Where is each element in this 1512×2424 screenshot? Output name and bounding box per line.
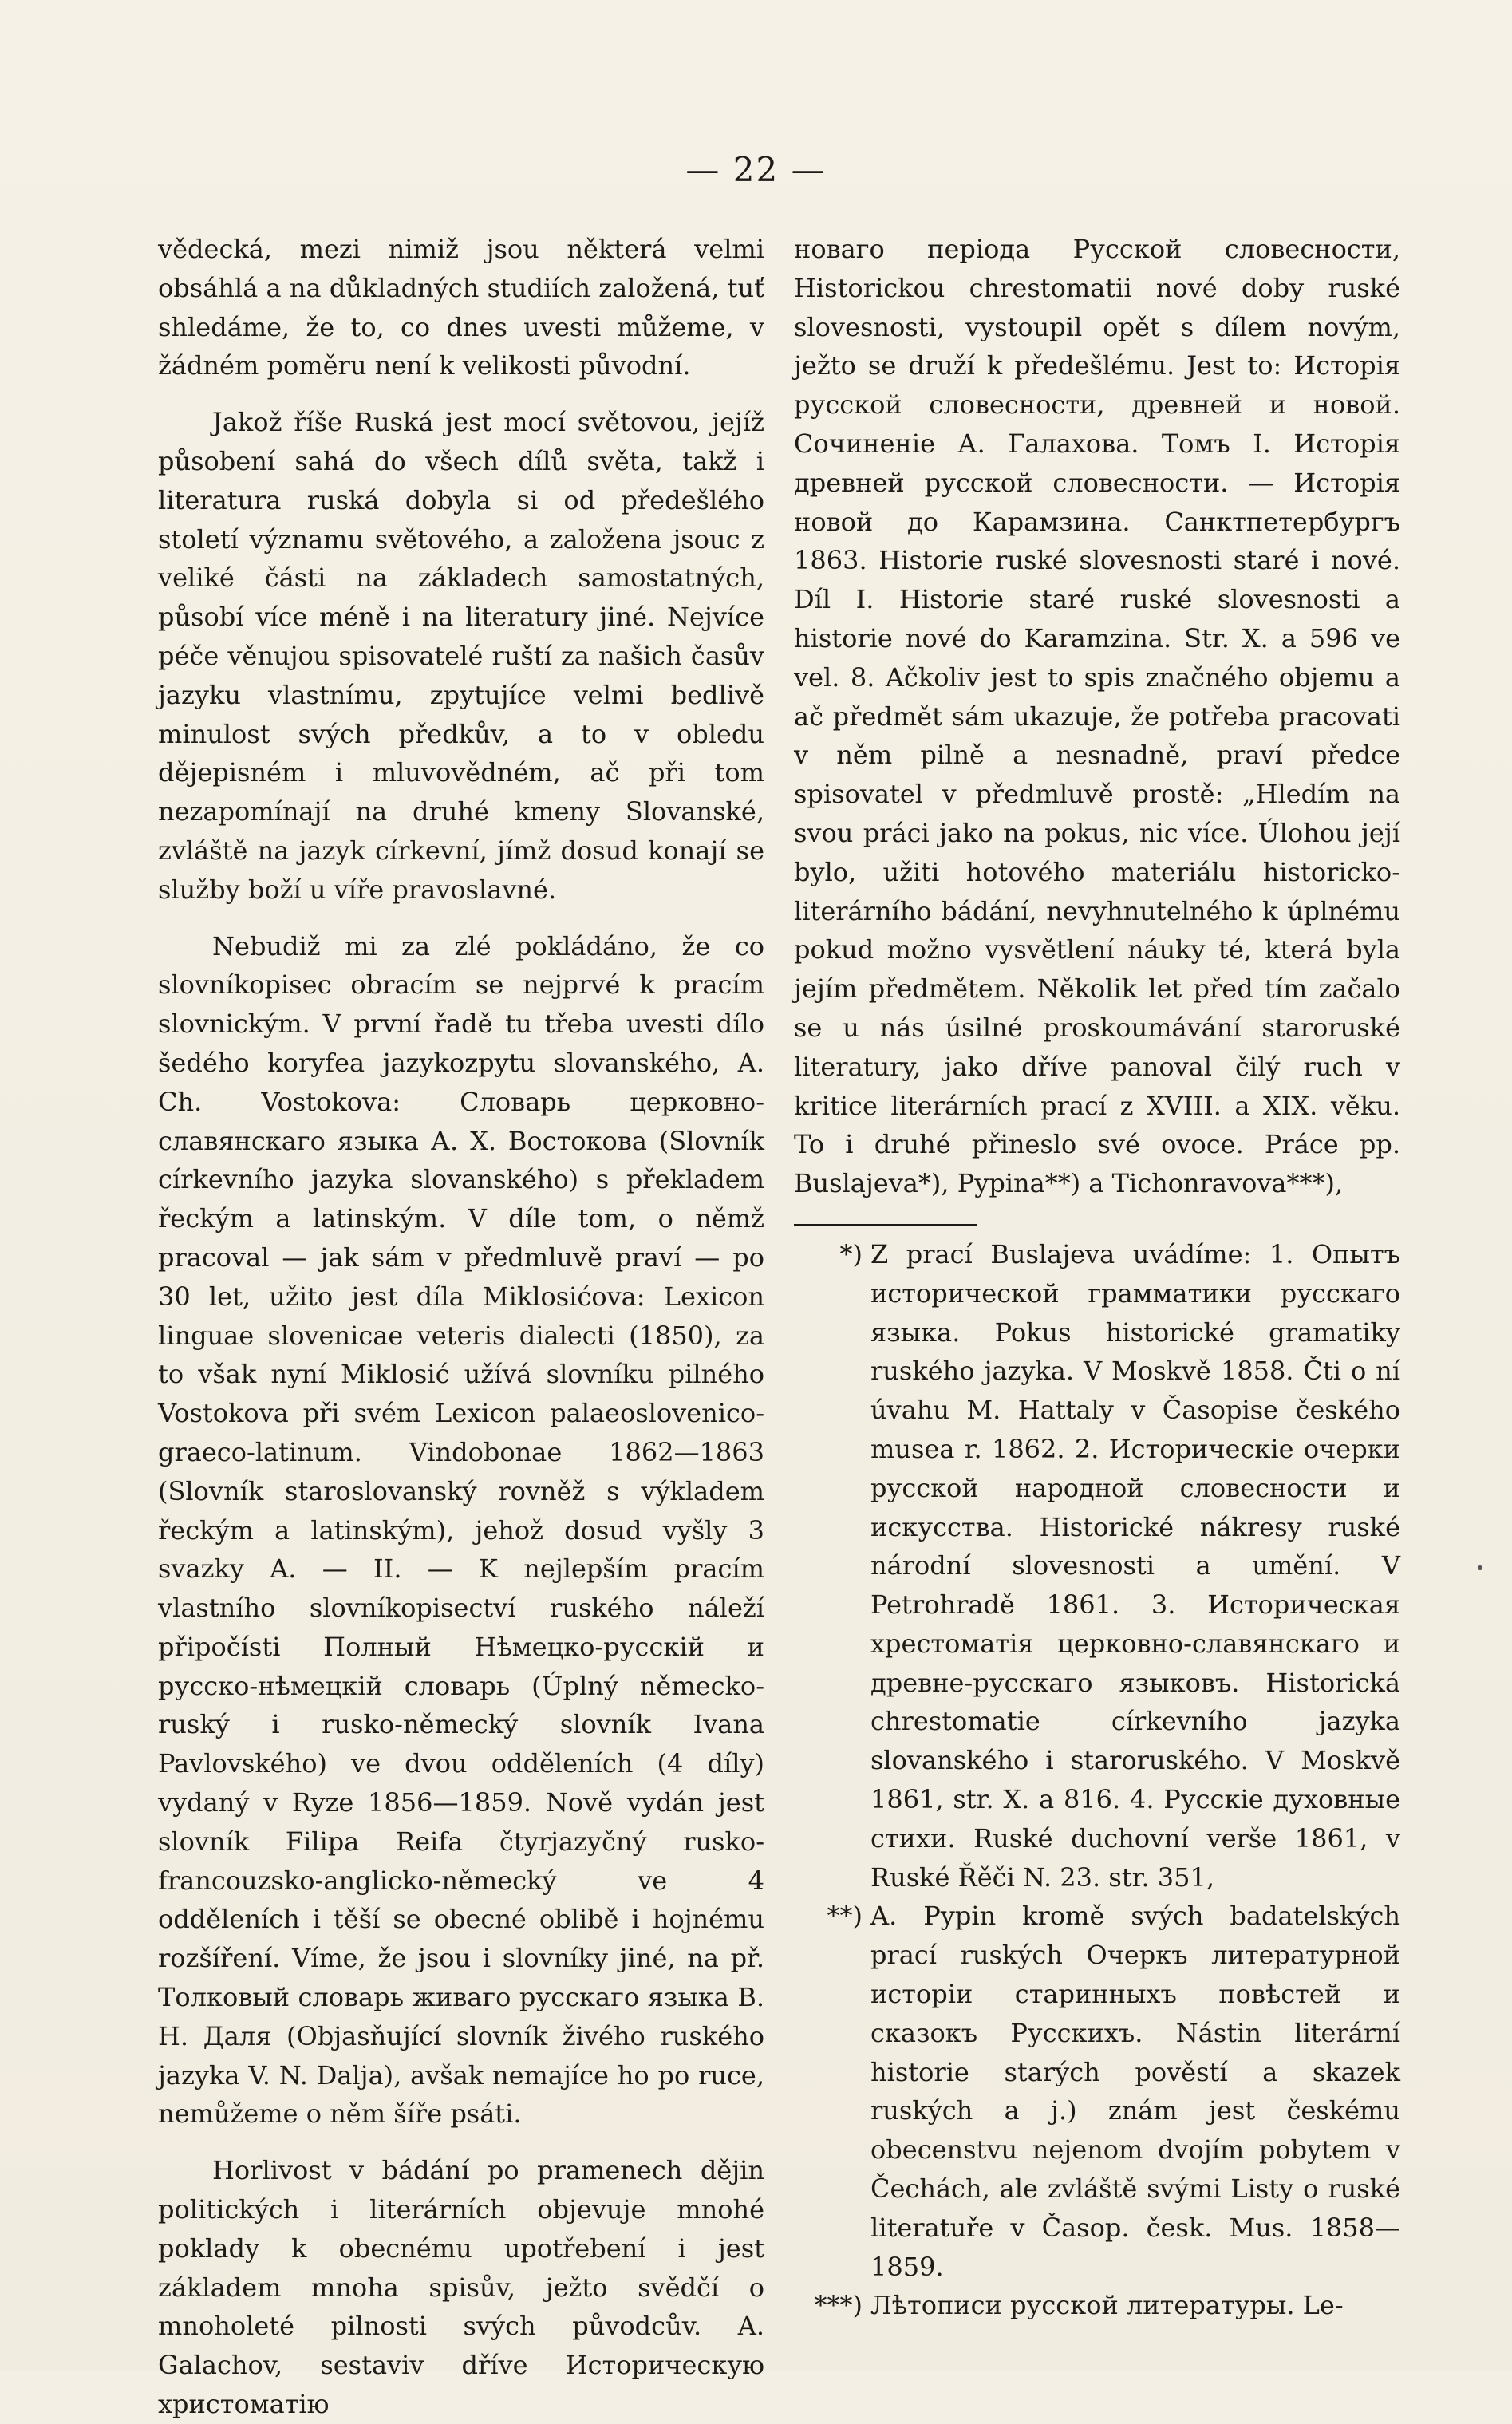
footnote-1-mark: *): [839, 1238, 863, 1269]
right-paragraph: новаго періода Русской словесности, Historickou chrestomatii nové doby ruské slovesnosti, vystoupil opět s dílem novým, ježto se druží k předešlému. Jest to: Исторія русской словесности, древней и новой. Сочиненіе А. Галахова. Томъ I. Исторія древней русской словесности. — Исторія новой до Карамзина. Санктпетербургъ 1863. Historie ruské slovesnosti staré i nové. Díl I. Historie staré ruské slovesnosti a historie nové do Karamzina. Str. X. a 596 ve vel. 8. Ačkoliv jest to spis značného objemu a ač předmět sám ukazuje, že potřeba pracovati v něm pilně a nesnadně, praví předce spisovatel v předmluvě prostě: „Hledím na svou práci jako na pokus, nic více. Úlohou její bylo, užiti hotového materiálu historicko-literárního bádání, nevyhnutelného k úplnému pokud možno vysvětlení náuky té, která byla jejím předmětem. Několik let před tím začalo se u nás úsilné proskoumávání staroruské literatury, jako dříve panoval čilý ruch v kritice literárních prací z XVIII. a XIX. věku. To i druhé přineslo své ovoce. Práce pp. Buslajeva*), Pypina**) a Tichonravova***),: [794, 234, 1400, 1199]
page-number: — 22 —: [685, 150, 827, 189]
left-paragraph-4: Horlivost v bádání po pramenech dějin politických i literárních objevuje mnohé poklady k obecnému upotřebení i jest základem mnoha spisův, ježto svědčí o mnoholeté pilnosti svých původcův. A. Galachov, sestaviv dříve Историческую христоматію: [158, 2155, 764, 2420]
margin-speck: [1478, 1565, 1482, 1570]
footnote-3-mark: ***): [814, 2290, 863, 2321]
footnote-3: [794, 2286, 1400, 2325]
left-paragraph-2: Jakož říše Ruská jest mocí světovou, jejíž působení sahá do všech dílů světa, takž i literatura ruská dobyla si od předešlého století významu světového, a založena jsouc z veliké části na základech samostatných, působí více méně i na literatury jiné. Nejvíce péče věnujou spisovatelé ruští za našich časův jazyku vlastnímu, zpytujíce velmi bedlivě minulost svých předkův, a to v obledu dějepisném i mluvovědném, ač při tom nezapomínají na druhé kmeny Slovanské, zvláště na jazyk církevní, jímž dosud konají se služby boží u víře pravoslavné.: [158, 407, 764, 905]
left-paragraph-3: Nebudiž mi za zlé pokládáno, že co slovníkopisec obracím se nejprvé k pracím slovnickým. V první řadě tu třeba uvesti dílo šedého koryfea jazykozpytu slovanského, A. Ch. Vostokova: Словарь церковно-славянскаго языка А. Х. Востокова (Slovník církevního jazyka slovanského) s překladem řeckým a latinským. V díle tom, o němž pracoval — jak sám v předmluvě praví — po 30 let, užito jest díla Miklosićova: Lexicon linguae slovenicae veteris dialecti (1850), za to však nyní Miklosić užívá slovníku pilného Vostokova při svém Lexicon palaeoslovenico-graeco-latinum. Vindobonae 1862—1863 (Slovník staroslovanský rovněž s výkladem řeckým a latinským), jehož dosud vyšly 3 svazky A. — II. — K nejlepším pracím vlastního slovníkopisectví ruského náleží připočísti Полный Нѣмецко-русскій и русско-нѣмецкій словарь (Úplný německo-ruský i rusko-německý slovník Ivana Pavlovského) ve dvou odděleních (4 díly) vydaný v Ryze 1856—1859. Nově vydán jest slovník Filipa Reifa čtyrjazyčný rusko-francouzsko-anglicko-německý ve 4 odděleních i těší se obecné oblibě i hojnému rozšíření. Víme, že jsou i slovníky jiné, na př. Толковый словарь живаго русскаго языка В. Н. Даля (Objasňující slovník živého ruského jazyka V. N. Dalja), avšak nemajíce ho po ruce, nemůžeme o něm šíře psáti.: [158, 930, 764, 2130]
footnote-3-text: Лѣтописи русской литературы. Le-: [870, 2290, 1344, 2321]
right-column: [794, 230, 1400, 2325]
footnote-2-mark: **): [827, 1901, 863, 1932]
left-column: [158, 230, 764, 2424]
left-paragraph-1: vědecká, mezi nimiž jsou některá velmi obsáhlá a na důkladných studiích založená, tuť shledáme, že to, co dnes uvesti můžeme, v žádném poměru není k velikosti původní.: [158, 234, 764, 381]
footnote-2-text: A. Pypin kromě svých badatelských prací ruských Очеркъ литературной исторіи старинныхъ повѣстей и сказокъ Русскихъ. Nástin literární historie starých pověstí a skazek ruských a j.) znám jest českému obecenstvu nejenom dvojím pobytem v Čechách, ale zvláště svými Listy o ruské literatuře v Časop. česk. Mus. 1858—1859.: [870, 1901, 1400, 2282]
footnote-1: [794, 1235, 1400, 1897]
footnote-2: [794, 1897, 1400, 2286]
footnote-1-text: Z prací Buslajeva uvádíme: 1. Опытъ исторической грамматики русскаго языка. Pokus historické gramatiky ruského jazyka. V Moskvě 1858. Čti o ní úvahu M. Hattaly v Časopise českého musea r. 1862. 2. Историческіе очерки русской народной словесности и искусства. Historické nákresy ruské národní slovesnosti a umění. V Petrohradě 1861. 3. Историческая хрестоматія церковно-славянскаго и древне-русскаго языковъ. Historická chrestomatie církevního jazyka slovanského i staroruského. V Moskvě 1861, str. X. a 816. 4. Русскіе духовные стихи. Ruské duchovní verše 1861, v Ruské Řěči N. 23. str. 351,: [870, 1238, 1400, 1893]
footnote-separator: [794, 1224, 977, 1226]
